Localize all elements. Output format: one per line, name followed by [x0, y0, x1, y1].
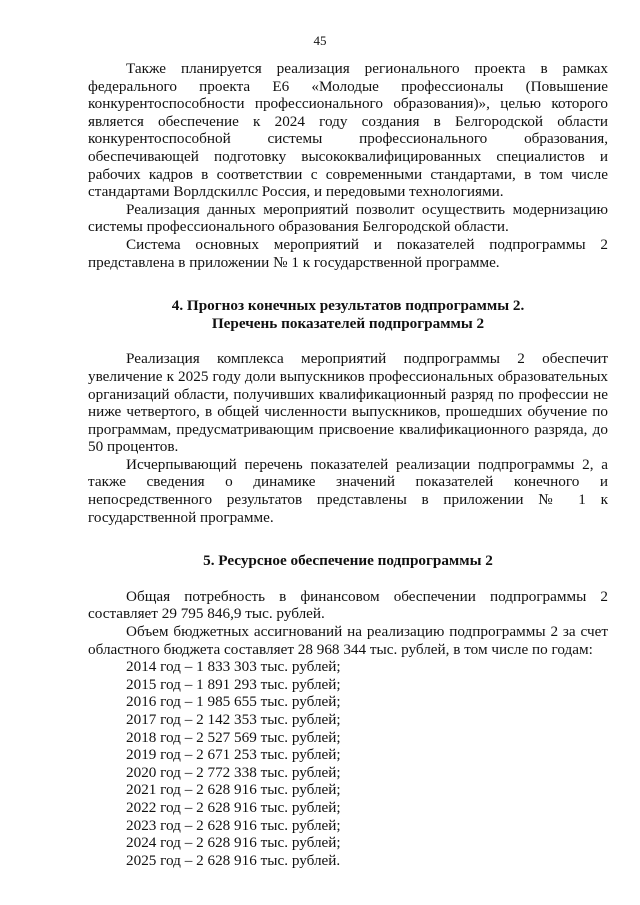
page-number: 45 [313, 33, 327, 48]
paragraph: Система основных мероприятий и показателей подпрограммы 2 представлена в приложении № 1 к государственной программе. [88, 235, 608, 271]
paragraph: Общая потребность в финансовом обеспечении подпрограммы 2 составляет 29 795 846,9 тыс. рублей. [88, 587, 608, 623]
list-item: 2015 год – 1 891 293 тыс. рублей; [126, 675, 341, 693]
section-4-heading-line-2: Перечень показателей подпрограммы 2 [211, 314, 485, 332]
section-5-heading: 5. Ресурсное обеспечение подпрограммы 2 [203, 552, 493, 570]
document-body [88, 60, 608, 869]
list-item: 2023 год – 2 628 916 тыс. рублей; [126, 816, 341, 834]
list-item: 2020 год – 2 772 338 тыс. рублей; [126, 763, 341, 781]
list-item: 2021 год – 2 628 916 тыс. рублей; [126, 781, 341, 799]
list-item: 2025 год – 2 628 916 тыс. рублей. [126, 851, 341, 869]
paragraph: Исчерпывающий перечень показателей реализации подпрограммы 2, а также сведения о динамике значений показателей конечного и непосредственного результатов представлены в приложении № 1 к государственной программе. [88, 455, 608, 526]
list-item: 2017 год – 2 142 353 тыс. рублей; [126, 711, 341, 728]
paragraph: Реализация комплекса мероприятий подпрограммы 2 обеспечит увеличение к 2025 году доли выпускников профессиональных образовательных организаций области, получивших квалификационный разряд по профессии не ниже четвертого, в общей численности выпускников, прошедших обучение по программам, предусматривающим присвоение квалификационного разряда, до 50 процентов. [88, 350, 608, 456]
paragraph: Также планируется реализация регионального проекта в рамках федерального проекта Е6 «Молодые профессионалы (Повышение конкурентоспособности профессионального образования)», целью которого является обеспечение к 2024 году создания в Белгородской области конкурентоспособной системы профессионального образования, обеспечивающей подготовку высококвалифицированных специалистов и рабочих кадров в соответствии с современными стандартами, в том числе стандартами Ворлдскиллс Россия, и передовыми технологиями. [88, 60, 608, 201]
yearly-budget-list [88, 658, 608, 869]
list-item: 2014 год – 1 833 303 тыс. рублей; [126, 658, 341, 676]
list-item: 2024 год – 2 628 916 тыс. рублей; [126, 834, 341, 852]
list-item: 2019 год – 2 671 253 тыс. рублей; [126, 746, 341, 764]
paragraph: Реализация данных мероприятий позволит осуществить модернизацию системы профессионального образования Белгородской области. [88, 200, 608, 236]
paragraph: Объем бюджетных ассигнований на реализацию подпрограммы 2 за счет областного бюджета составляет 28 968 344 тыс. рублей, в том числе по годам: [88, 623, 608, 658]
list-item: 2018 год – 2 527 569 тыс. рублей; [126, 728, 341, 746]
list-item: 2016 год – 1 985 655 тыс. рублей; [126, 693, 341, 711]
section-4-heading-line-1: 4. Прогноз конечных результатов подпрограммы 2. [171, 297, 525, 315]
list-item: 2022 год – 2 628 916 тыс. рублей; [126, 798, 341, 816]
